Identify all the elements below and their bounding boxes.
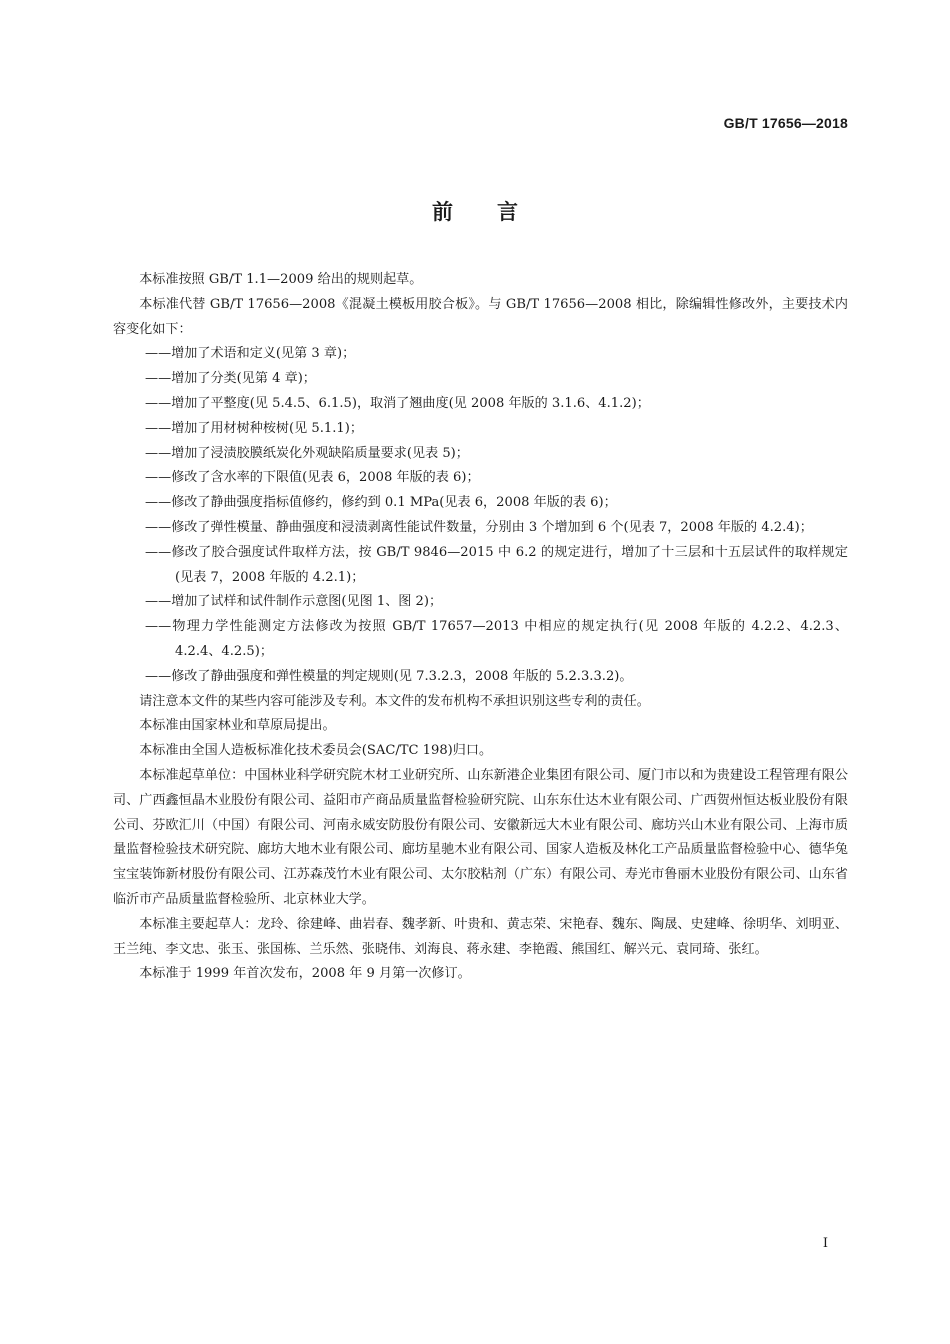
page-title: 前言 [432, 200, 562, 224]
change-item: ——增加了术语和定义(见第 3 章)； [145, 346, 356, 362]
drafters-paragraph: 本标准主要起草人：龙玲、徐建峰、曲岩春、魏孝新、叶贵和、黄志荣、宋艳春、魏东、陶晟、史建峰、徐明华、刘明亚、王兰纯、李文忠、张玉、张国栋、兰乐然、张晓伟、刘海良、蒋永建、李艳霞、熊国红、解兴元、袁同琦、张红。 [113, 916, 848, 957]
change-item: ——修改了含水率的下限值(见表 6，2008 年版的表 6)； [145, 470, 480, 486]
change-item: ——增加了平整度(见 5.4.5、6.1.5)，取消了翘曲度(见 2008 年版的 3.1.6、4.1.2)； [145, 395, 650, 411]
drafting-units-paragraph: 本标准起草单位：中国林业科学研究院木材工业研究所、山东新港企业集团有限公司、厦门市以和为贵建设工程管理有限公司、广西鑫恒晶木业股份有限公司、益阳市产商品质量监督检验研究院、山东东仕达木业有限公司、广西贺州恒达板业股份有限公司、芬欧汇川（中国）有限公司、河南永威安防股份有限公司、安徽新远大木业有限公司、廊坊兴山木业有限公司、上海市质量监督检验技术研究院、廊坊大地木业有限公司、廊坊星驰木业有限公司、国家人造板及林化工产品质量监督检验中心、德华兔宝宝装饰新材股份有限公司、江苏森茂竹木业有限公司、太尔胶粘剂（广东）有限公司、寿光市鲁丽木业股份有限公司、山东省临沂市产品质量监督检验所、北京林业大学。 [113, 767, 848, 907]
standard-code-header: GB/T 17656—2018 [723, 115, 848, 131]
change-item: ——增加了浸渍胶膜纸炭化外观缺陷质量要求(见表 5)； [145, 445, 469, 461]
change-item: ——修改了胶合强度试件取样方法，按 GB/T 9846—2015 中 6.2 的规定进行，增加了十三层和十五层试件的取样规定(见表 7，2008 年版的 4.2.1)； [145, 544, 848, 585]
change-item: ——修改了静曲强度指标值修约，修约到 0.1 MPa(见表 6，2008 年版的表 6)； [145, 495, 617, 511]
change-item: ——增加了试样和试件制作示意图(见图 1、图 2)； [145, 594, 443, 610]
patent-notice-paragraph: 请注意本文件的某些内容可能涉及专利。本文件的发布机构不承担识别这些专利的责任。 [139, 693, 650, 709]
document-body [113, 268, 848, 987]
committee-paragraph: 本标准由全国人造板标准化技术委员会(SAC/TC 198)归口。 [139, 743, 493, 759]
change-item: ——增加了用材树种桉树(见 5.1.1)； [145, 420, 363, 436]
publication-history-paragraph: 本标准于 1999 年首次发布，2008 年 9 月第一次修订。 [139, 966, 471, 982]
page-number: I [822, 1236, 828, 1251]
change-item: ——修改了弹性模量、静曲强度和浸渍剥离性能试件数量，分别由 3 个增加到 6 个(见表 7，2008 年版的 4.2.4)； [145, 519, 813, 535]
change-item: ——物理力学性能测定方法修改为按照 GB/T 17657—2013 中相应的规定执行(见 2008 年版的 4.2.2、4.2.3、4.2.4、4.2.5)； [145, 619, 848, 659]
drafting-rules-paragraph: 本标准按照 GB/T 1.1—2009 给出的规则起草。 [139, 272, 423, 287]
proposer-paragraph: 本标准由国家林业和草原局提出。 [139, 718, 336, 734]
change-item: ——修改了静曲强度和弹性模量的判定规则(见 7.3.2.3，2008 年版的 5.2.3.3.2)。 [145, 668, 633, 684]
replacement-paragraph: 本标准代替 GB/T 17656—2008《混凝土模板用胶合板》。与 GB/T 17656—2008 相比，除编辑性修改外，主要技术内容变化如下： [113, 296, 848, 337]
change-item: ——增加了分类(见第 4 章)； [145, 371, 316, 387]
